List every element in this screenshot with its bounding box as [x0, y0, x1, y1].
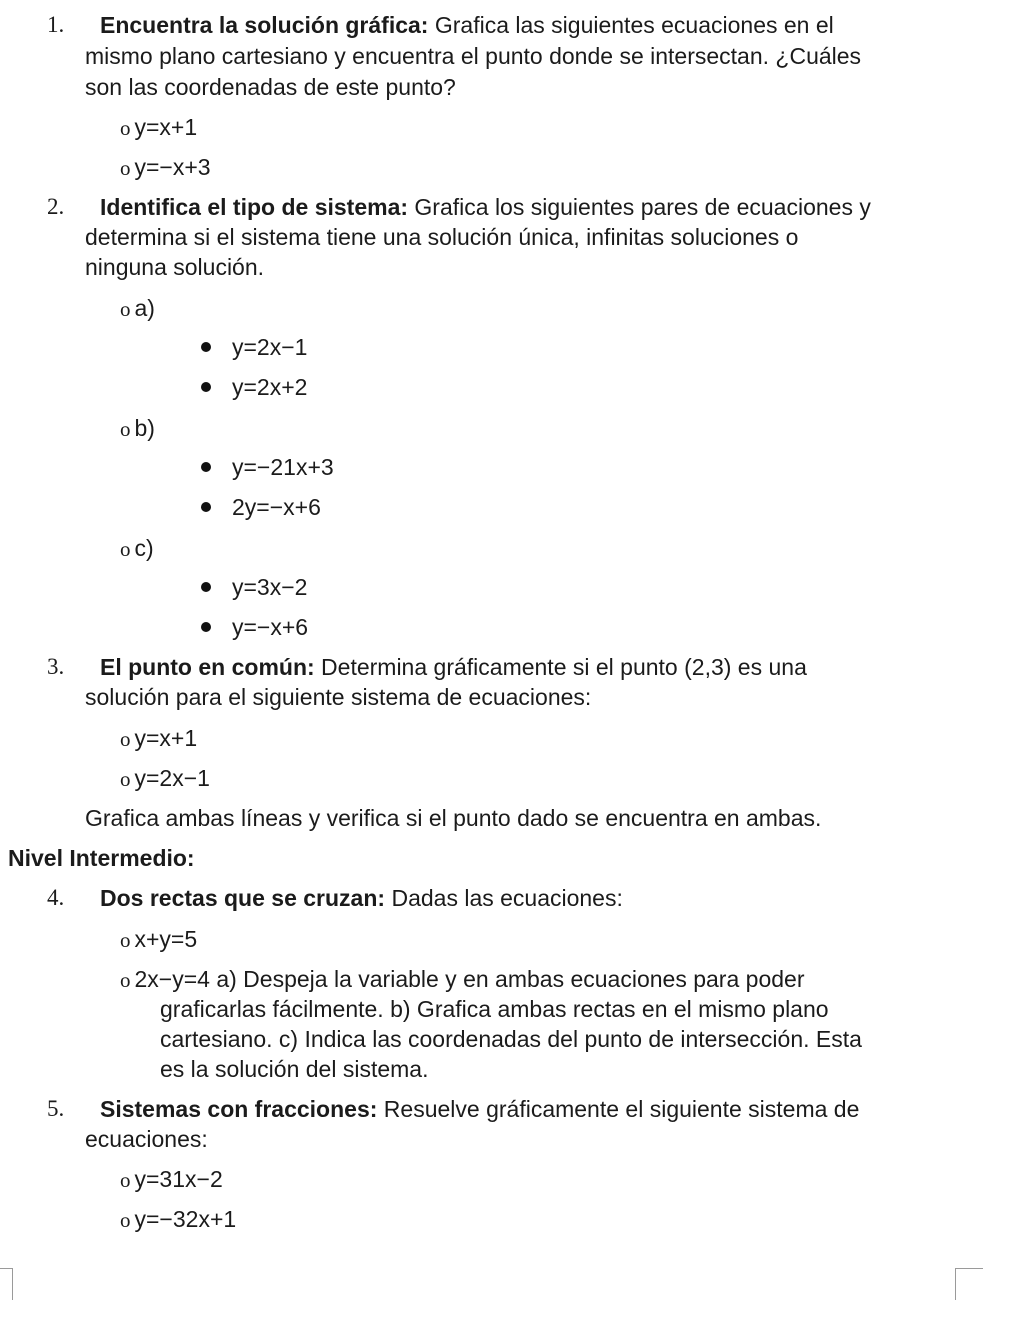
circle-bullet: o [120, 297, 131, 321]
bullet-dot [201, 342, 211, 352]
problem-3-text-3: Grafica ambas líneas y verifica si el punto dado se encuentra en ambas. [85, 805, 822, 831]
bullet-dot [201, 502, 211, 512]
problem-5-text-1: Resuelve gráficamente el siguiente sistema de [383, 1096, 860, 1122]
problem-4-line-1 [100, 883, 623, 913]
problem-2-title: Identifica el tipo de sistema: [100, 194, 409, 220]
equation-text: y=2x−1 [134, 765, 210, 791]
equation-text: y=31x−2 [134, 1166, 223, 1192]
problem-5-title: Sistemas con fracciones: [100, 1096, 378, 1122]
bullet-dot [201, 462, 211, 472]
problem-5-line-1 [100, 1094, 859, 1124]
problem-5-text-2: ecuaciones: [85, 1126, 208, 1152]
problem-1-text-2: mismo plano cartesiano y encuentra el punto donde se intersectan. ¿Cuáles [85, 43, 862, 69]
problem-1-title: Encuentra la solución gráfica: [100, 12, 429, 38]
item-number-1: 1. [47, 12, 65, 37]
problem-3-text-1: Determina gráficamente si el punto (2,3) es una [321, 654, 807, 680]
circle-bullet: o [120, 968, 131, 992]
option-c-equation-1: y=3x−2 [232, 574, 308, 600]
problem-3-equation-2 [120, 763, 210, 794]
problem-1-equation-2 [120, 152, 211, 183]
problem-4-instruction-4: es la solución del sistema. [160, 1056, 429, 1082]
equation-text: y=x+1 [134, 114, 198, 140]
option-a-equation-2: y=2x+2 [232, 374, 308, 400]
crop-mark-left [0, 1268, 13, 1300]
item-number-3: 3. [47, 654, 65, 679]
bullet-dot [201, 582, 211, 592]
circle-bullet: o [120, 417, 131, 441]
problem-1-line-1 [100, 10, 834, 40]
problem-4-instruction-2: graficarlas fácilmente. b) Grafica ambas rectas en el mismo plano [160, 996, 829, 1022]
equation-text: y=−x+3 [134, 154, 211, 180]
section-heading: Nivel Intermedio: [8, 845, 195, 871]
equation-text: y=−32x+1 [134, 1206, 237, 1232]
item-number-5: 5. [47, 1096, 65, 1121]
problem-3-line-1 [100, 652, 807, 682]
option-label: c) [134, 535, 154, 561]
problem-5-equation-1 [120, 1164, 223, 1195]
problem-2-text-1: Grafica los siguientes pares de ecuaciones y [414, 194, 871, 220]
item-number-4: 4. [47, 885, 65, 910]
bullet-dot [201, 622, 211, 632]
crop-mark-right [955, 1268, 983, 1300]
problem-2-option-a [120, 293, 155, 324]
problem-1-equation-1 [120, 112, 197, 143]
problem-4-text-1: Dadas las ecuaciones: [391, 885, 623, 911]
equation-text: x+y=5 [134, 926, 198, 952]
item-number-2: 2. [47, 194, 65, 219]
problem-1-text-1: Grafica las siguientes ecuaciones en el [434, 12, 834, 38]
option-label: b) [134, 415, 155, 441]
problem-4-instruction-1: a) Despeja la variable y en ambas ecuaciones para poder [216, 966, 805, 992]
problem-3-title: El punto en común: [100, 654, 315, 680]
equation-text: y=x+1 [134, 725, 198, 751]
problem-2-line-1 [100, 192, 871, 222]
option-a-equation-1: y=2x−1 [232, 334, 308, 360]
problem-1-text-3: son las coordenadas de este punto? [85, 74, 456, 100]
option-b-equation-1: y=−21x+3 [232, 454, 334, 480]
problem-4-equation-2 [120, 964, 804, 995]
option-c-equation-2: y=−x+6 [232, 614, 309, 640]
problem-4-equation-1 [120, 924, 197, 955]
problem-3-equation-1 [120, 723, 197, 754]
problem-2-option-b [120, 413, 155, 444]
option-b-equation-2: 2y=−x+6 [232, 494, 321, 520]
circle-bullet: o [120, 727, 131, 751]
problem-4-title: Dos rectas que se cruzan: [100, 885, 386, 911]
problem-5-equation-2 [120, 1204, 236, 1235]
problem-2-option-c [120, 533, 154, 564]
circle-bullet: o [120, 537, 131, 561]
circle-bullet: o [120, 767, 131, 791]
equation-text: 2x−y=4 [134, 966, 210, 992]
problem-4-instruction-3: cartesiano. c) Indica las coordenadas del punto de intersección. Esta [160, 1026, 862, 1052]
bullet-dot [201, 382, 211, 392]
circle-bullet: o [120, 1208, 131, 1232]
circle-bullet: o [120, 116, 131, 140]
option-label: a) [134, 295, 155, 321]
circle-bullet: o [120, 156, 131, 180]
problem-2-text-3: ninguna solución. [85, 254, 265, 280]
problem-2-text-2: determina si el sistema tiene una solución única, infinitas soluciones o [85, 224, 799, 250]
problem-3-text-2: solución para el siguiente sistema de ecuaciones: [85, 684, 592, 710]
circle-bullet: o [120, 1168, 131, 1192]
circle-bullet: o [120, 928, 131, 952]
